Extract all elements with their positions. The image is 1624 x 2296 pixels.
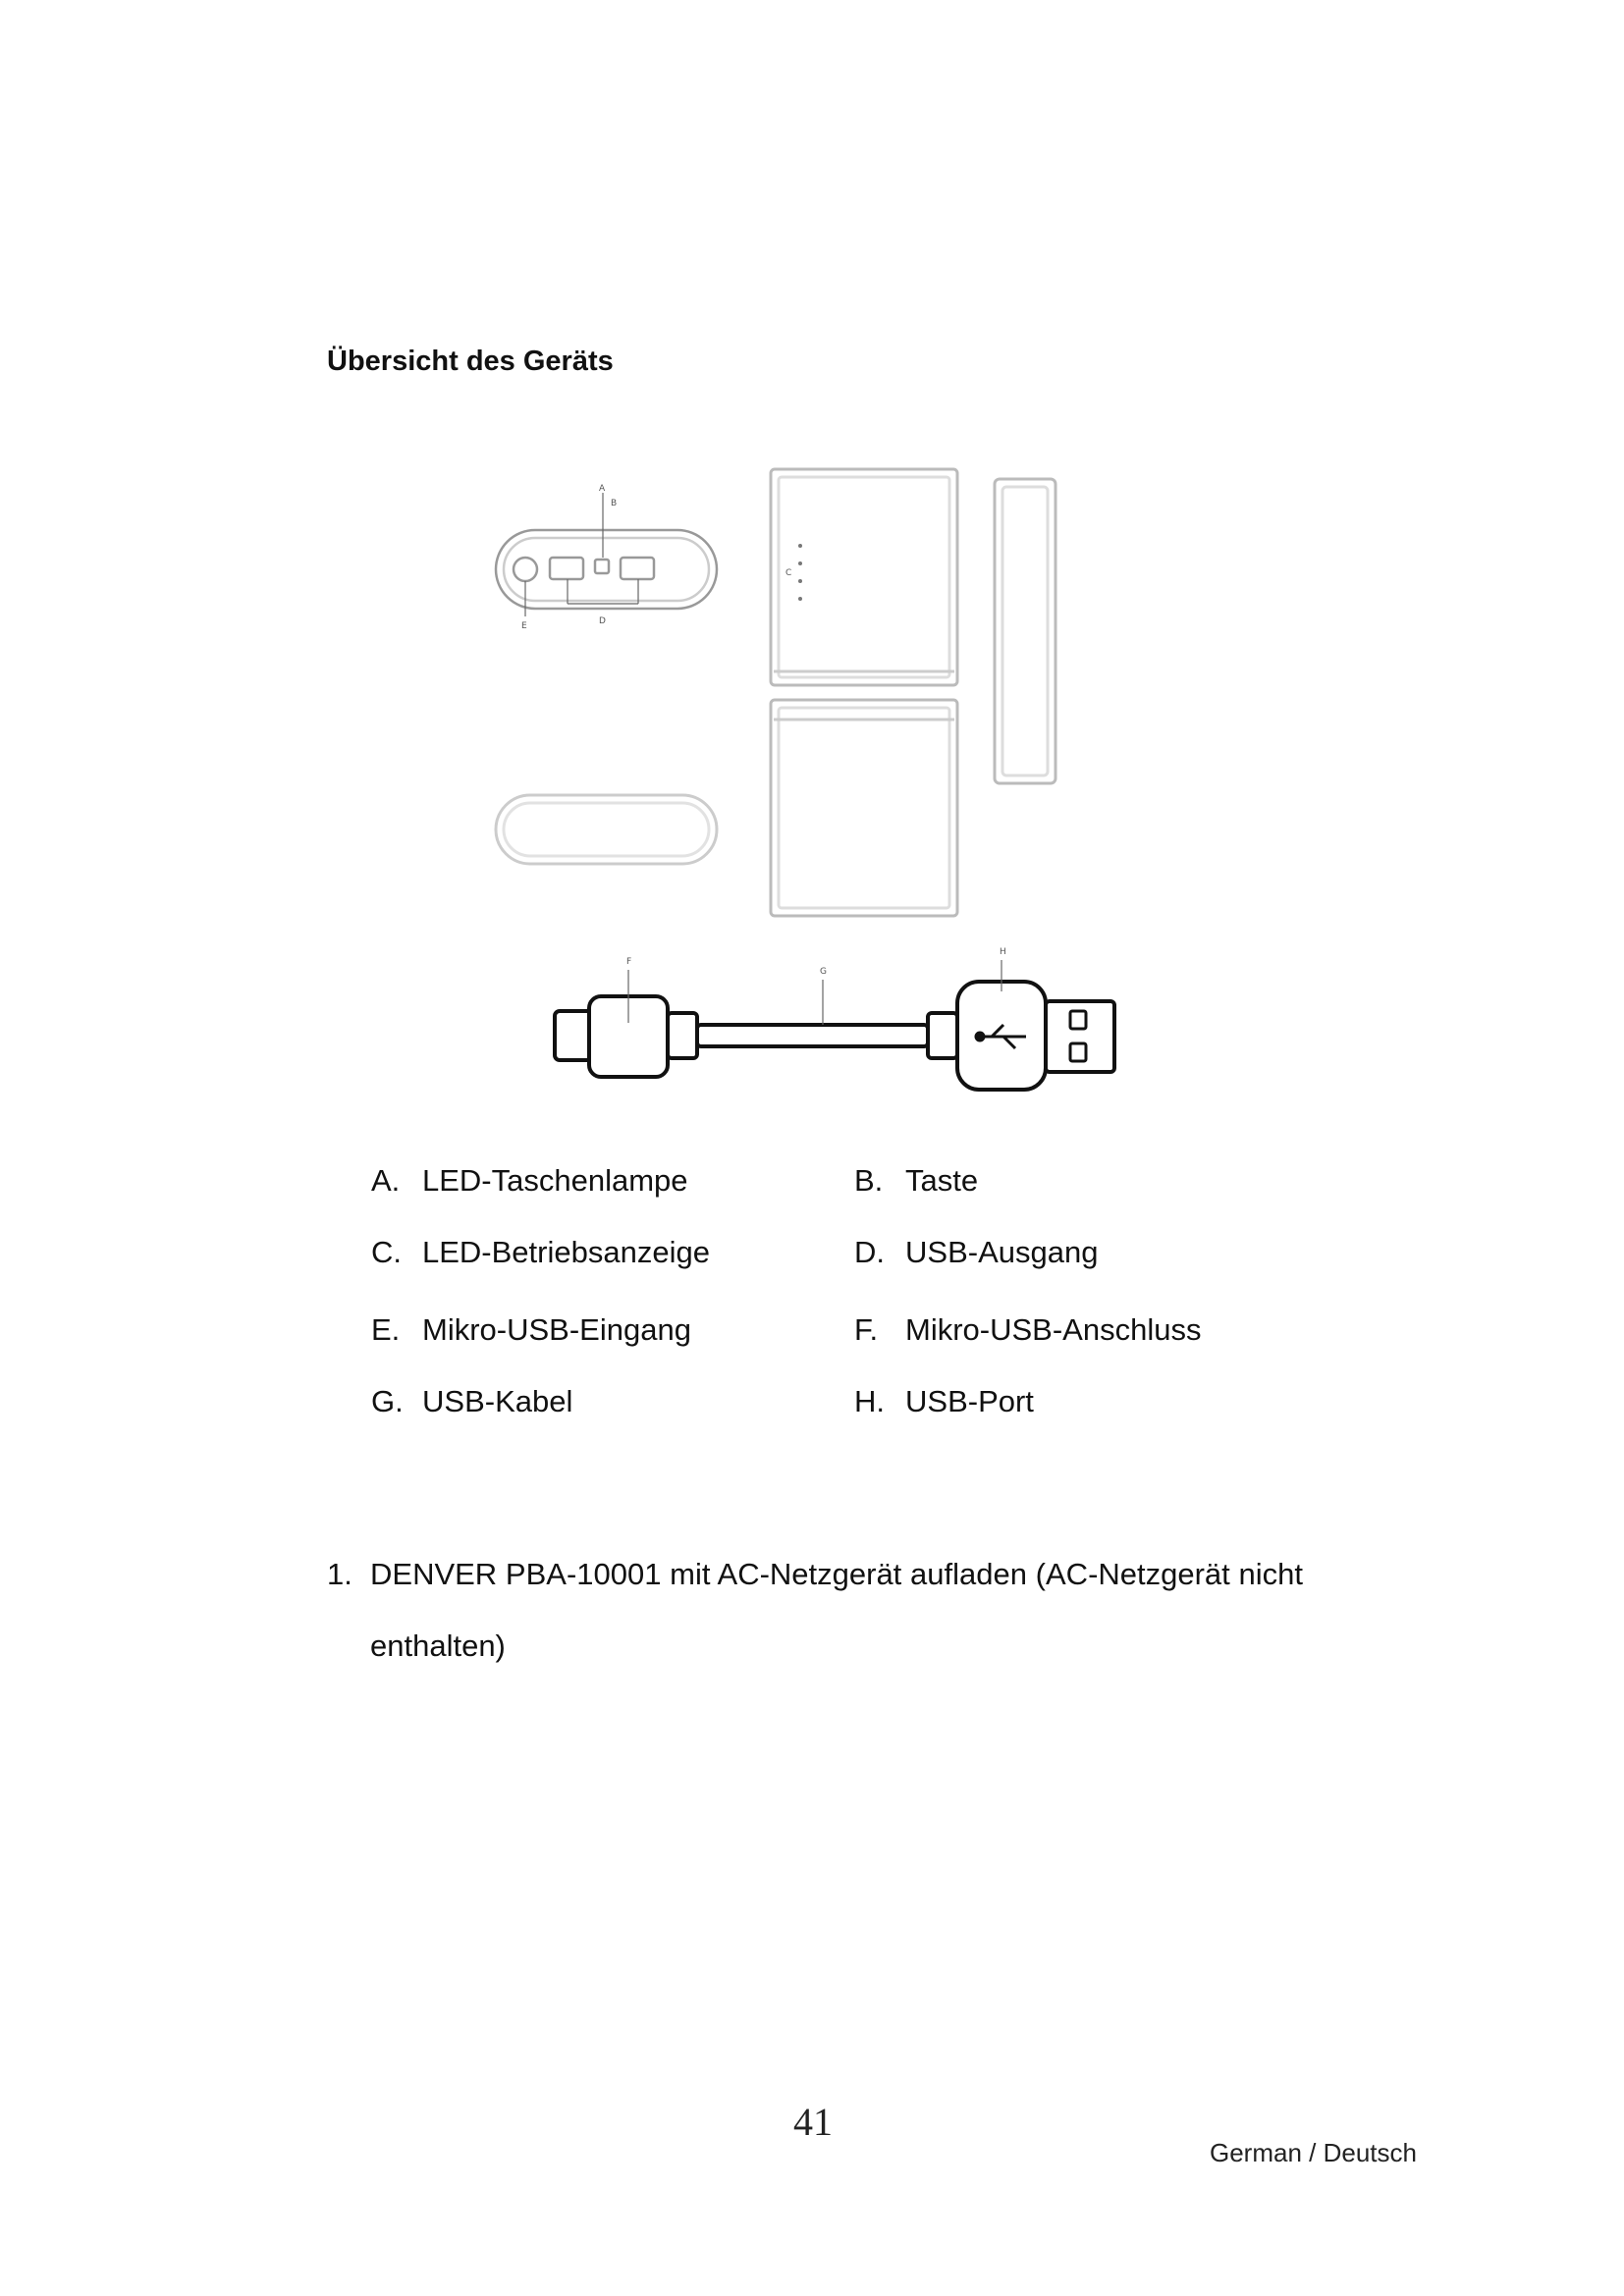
- legend-letter: B.: [854, 1163, 884, 1198]
- label-b: B: [611, 499, 618, 508]
- legend-text: USB-Port: [905, 1384, 1034, 1418]
- device-diagram: [481, 461, 1208, 1109]
- powerbank-front-view: [771, 469, 957, 685]
- label-f: F: [626, 957, 632, 967]
- legend-item-h: [854, 1384, 1034, 1419]
- legend-text: USB-Ausgang: [905, 1235, 1099, 1269]
- button: [595, 560, 609, 573]
- legend-item-c: [371, 1235, 710, 1270]
- legend-letter: A.: [371, 1163, 401, 1198]
- led-indicator-dots: [798, 544, 802, 601]
- legend-text: Mikro-USB-Anschluss: [905, 1312, 1202, 1347]
- legend-text: Taste: [905, 1163, 979, 1198]
- micro-usb-input-port: [514, 558, 537, 581]
- legend-text: LED-Betriebsanzeige: [422, 1235, 710, 1269]
- legend-item-e: [371, 1312, 691, 1348]
- legend-letter: E.: [371, 1312, 401, 1347]
- instruction-item: [327, 1538, 1309, 1682]
- label-e: E: [521, 621, 527, 631]
- legend-letter: C.: [371, 1235, 402, 1269]
- legend-item-d: [854, 1235, 1098, 1270]
- label-a: A: [599, 484, 606, 494]
- legend-letter: G.: [371, 1384, 404, 1418]
- powerbank-back-view: [771, 700, 957, 916]
- label-g: G: [820, 967, 827, 977]
- label-d: D: [599, 616, 606, 626]
- legend-letter: F.: [854, 1312, 879, 1347]
- usb-cable: [555, 982, 1114, 1090]
- usb-output-port-2: [621, 558, 654, 579]
- usb-output-port-1: [550, 558, 583, 579]
- device-overview-figure: [481, 461, 1208, 1114]
- legend-item-f: [854, 1312, 1201, 1348]
- legend-letter: H.: [854, 1384, 885, 1418]
- powerbank-side-view: [995, 479, 1056, 783]
- legend-item-b: [854, 1163, 978, 1199]
- cable-wire: [697, 1025, 928, 1046]
- legend-text: USB-Kabel: [422, 1384, 573, 1418]
- section-heading: Übersicht des Geräts: [327, 346, 614, 377]
- footer-language: German / Deutsch: [1210, 2138, 1417, 2167]
- powerbank-top-view: [496, 493, 717, 616]
- instruction-text: DENVER PBA-10001 mit AC-Netzgerät aufladen (AC-Netzgerät nicht enthalten): [370, 1557, 1303, 1663]
- legend-letter: D.: [854, 1235, 885, 1269]
- label-c: C: [785, 568, 792, 578]
- powerbank-bottom-view: [496, 795, 717, 864]
- legend-item-g: [371, 1384, 572, 1419]
- legend-text: LED-Taschenlampe: [422, 1163, 688, 1198]
- legend-text: Mikro-USB-Eingang: [422, 1312, 691, 1347]
- page-number: 41: [793, 2100, 833, 2144]
- instruction-number: 1.: [327, 1557, 352, 1591]
- label-h: H: [1000, 947, 1006, 957]
- legend-item-a: [371, 1163, 688, 1199]
